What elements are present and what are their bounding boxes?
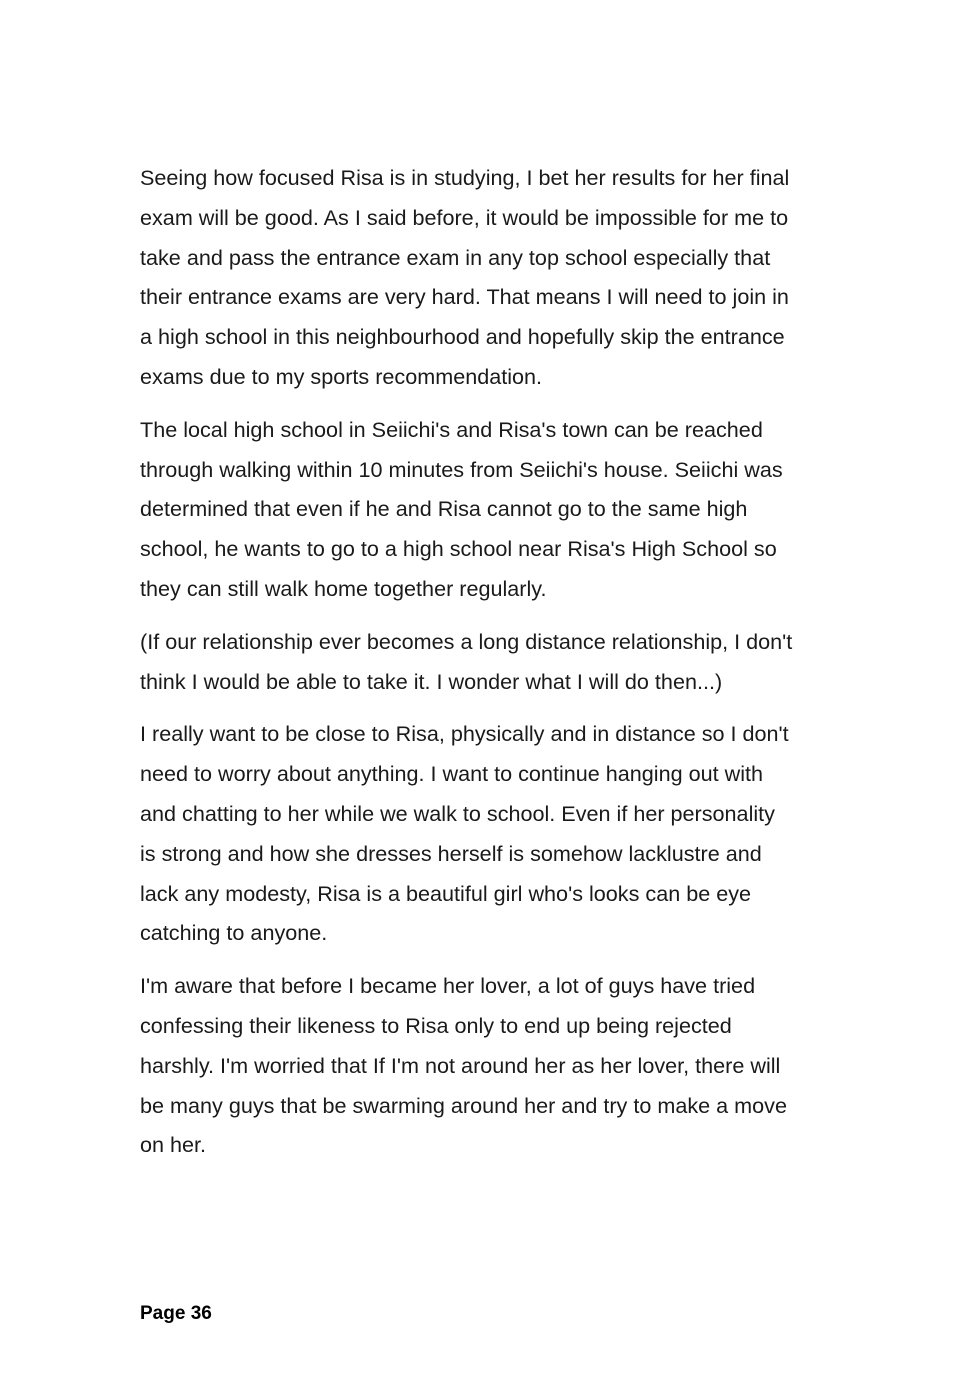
text-line: take and pass the entrance exam in any top school especially that: [140, 244, 771, 270]
text-line: Seeing how focused Risa is in studying, I bet her results for her final: [140, 165, 790, 190]
text-line: be many guys that be swarming around her and try to make a move: [140, 1092, 787, 1118]
text-line: and chatting to her while we walk to school. Even if her personality: [140, 800, 775, 826]
paragraph: [140, 966, 840, 1165]
text-line: I'm aware that before I became her lover, a lot of guys have tried: [140, 973, 756, 999]
paragraph: [140, 622, 840, 702]
text-line: school, he wants to go to a high school near Risa's High School so: [140, 536, 777, 562]
text-line: determined that even if he and Risa cannot go to the same high: [140, 496, 748, 522]
text-line: a high school in this neighbourhood and hopefully skip the entrance: [140, 324, 785, 350]
text-line: need to worry about anything. I want to continue hanging out with: [140, 761, 764, 787]
text-line: lack any modesty, Risa is a beautiful girl who's looks can be eye: [140, 880, 752, 906]
body-text: [140, 158, 840, 1178]
text-line: through walking within 10 minutes from Seiichi's house. Seiichi was: [140, 456, 783, 482]
text-line: harshly. I'm worried that If I'm not around her as her lover, there will: [140, 1052, 781, 1078]
text-line: they can still walk home together regularly.: [140, 575, 547, 601]
text-line: think I would be able to take it. I wonder what I will do then...): [140, 668, 723, 694]
text-line: their entrance exams are very hard. That means I will need to join in: [140, 284, 789, 310]
text-line: catching to anyone.: [140, 920, 328, 946]
text-line: confessing their likeness to Risa only to end up being rejected: [140, 1012, 732, 1038]
text-line: exam will be good. As I said before, it would be impossible for me to: [140, 204, 789, 230]
text-line: The local high school in Seiichi's and Risa's town can be reached: [140, 416, 763, 442]
text-line: exams due to my sports recommendation.: [140, 363, 543, 389]
text-line: I really want to be close to Risa, physically and in distance so I don't: [140, 721, 789, 747]
paragraph: [140, 158, 840, 397]
text-line: (If our relationship ever becomes a long distance relationship, I don't: [140, 628, 793, 654]
paragraph: [140, 410, 840, 609]
page-number: Page 36: [140, 1303, 212, 1324]
text-line: is strong and how she dresses herself is somehow lacklustre and: [140, 840, 762, 866]
text-line: on her.: [140, 1132, 207, 1158]
paragraph: [140, 714, 840, 953]
